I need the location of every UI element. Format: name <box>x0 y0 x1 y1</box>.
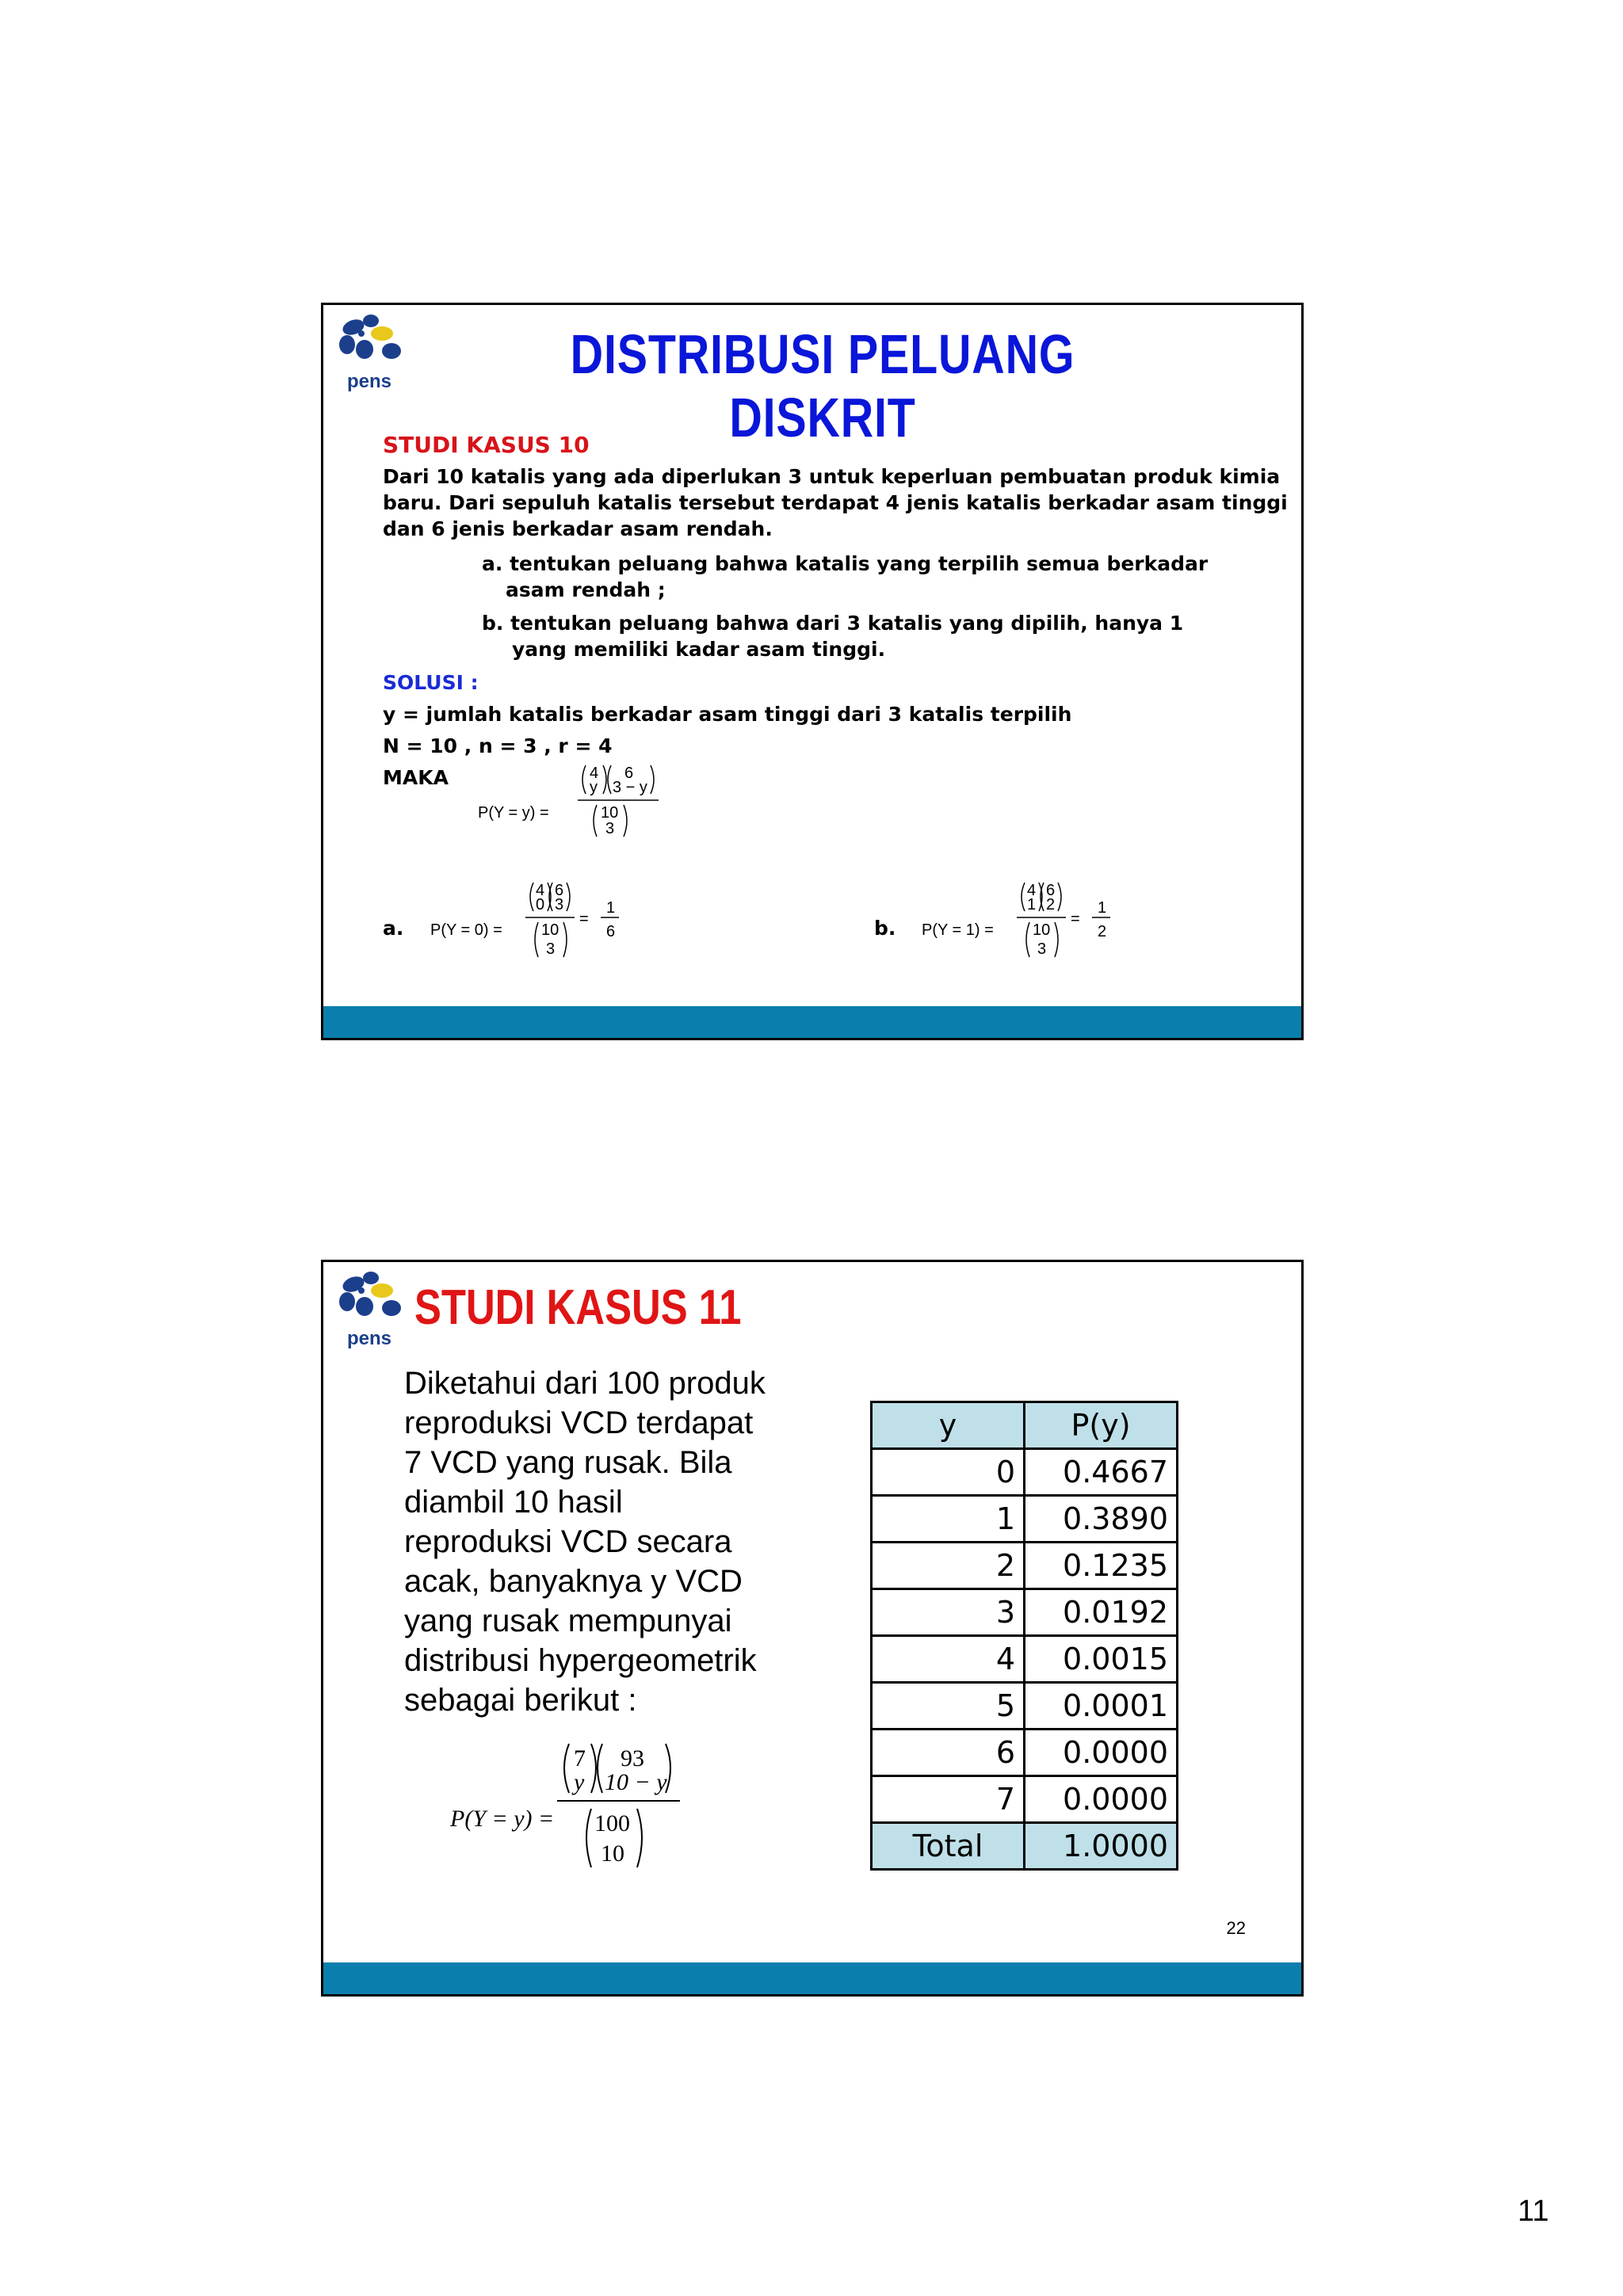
binom-bottom: 3 − y <box>613 779 647 796</box>
hypergeometric-formula <box>478 761 700 871</box>
table-row <box>872 1636 1178 1683</box>
binom-top: 4 <box>1027 882 1037 899</box>
parameters: N = 10 , n = 3 , r = 4 <box>383 734 613 757</box>
table-header-row <box>872 1402 1178 1449</box>
binom-bottom: 10 − y <box>605 1769 667 1795</box>
hypergeometric-formula <box>450 1737 720 1904</box>
binom-bottom: 10 <box>601 1840 624 1867</box>
answer-b-label: b. <box>874 917 896 940</box>
cell-py: 0.0000 <box>1025 1776 1178 1823</box>
cell-py: 0.4667 <box>1025 1449 1178 1496</box>
question-b-cont: yang memiliki kadar asam tinggi. <box>512 638 886 661</box>
binom-bottom: 3 <box>546 940 556 958</box>
slide-footer-bar <box>323 1006 1301 1038</box>
binom-bottom: 2 <box>1046 896 1056 913</box>
answer-b-formula <box>922 879 1159 998</box>
then-label: MAKA <box>383 766 449 789</box>
table-row <box>872 1543 1178 1589</box>
cell-py: 0.0192 <box>1025 1589 1178 1636</box>
slide-title: DISTRIBUSI PELUANG DISKRIT <box>570 323 1075 448</box>
paragraph-line: yang rusak mempunyai <box>404 1604 732 1638</box>
binom-bottom: 3 <box>555 896 564 913</box>
slide-number: 22 <box>1226 1918 1246 1938</box>
svg-text:=: = <box>1071 910 1080 928</box>
table-row <box>872 1683 1178 1730</box>
binom-top: 6 <box>555 882 564 899</box>
probability-table <box>870 1401 1178 1871</box>
answer-a-label: a. <box>383 917 404 940</box>
slide-footer-bar <box>323 1962 1301 1994</box>
formula-lhs: P(Y = y) = <box>450 1806 555 1832</box>
binom-bottom: 0 <box>536 896 545 913</box>
logo-text: pens <box>347 1328 392 1349</box>
result-denominator: 6 <box>606 923 616 940</box>
question-a-cont: asam rendah ; <box>506 578 666 601</box>
binom-top: 10 <box>1033 921 1051 939</box>
binom-top: 10 <box>541 921 559 939</box>
paragraph-line: acak, banyaknya y VCD <box>404 1564 743 1599</box>
formula-lhs: P(Y = y) = <box>478 804 549 822</box>
result-numerator: 1 <box>1098 899 1107 917</box>
cell-py: 0.0000 <box>1025 1730 1178 1776</box>
table-row <box>872 1776 1178 1823</box>
table-row <box>872 1496 1178 1543</box>
total-value: 1.0000 <box>1025 1823 1178 1870</box>
page-number: 11 <box>1518 2195 1549 2228</box>
table-row <box>872 1449 1178 1496</box>
paragraph-line: sebagai berikut : <box>404 1683 637 1718</box>
binom-top: 6 <box>1046 882 1056 899</box>
logo-text: pens <box>347 371 392 392</box>
cell-py: 0.0001 <box>1025 1683 1178 1730</box>
header-py: P(y) <box>1025 1402 1178 1449</box>
question-a: a. tentukan peluang bahwa katalis yang terpilih semua berkadar <box>482 552 1209 575</box>
binom-top: 7 <box>574 1745 586 1772</box>
problem-line: Dari 10 katalis yang ada diperlukan 3 untuk keperluan pembuatan produk kimia <box>383 465 1281 488</box>
binom-top: 100 <box>594 1810 630 1836</box>
binom-bottom: 3 <box>605 820 615 837</box>
cell-y: 6 <box>872 1730 1025 1776</box>
binom-bottom: 1 <box>1027 896 1037 913</box>
binom-top: 6 <box>624 765 634 782</box>
cell-py: 0.3890 <box>1025 1496 1178 1543</box>
cell-y: 5 <box>872 1683 1025 1730</box>
cell-y: 4 <box>872 1636 1025 1683</box>
binom-bottom: y <box>574 1769 585 1795</box>
answer-a-formula <box>430 879 668 998</box>
definition: y = jumlah katalis berkadar asam tinggi dari 3 katalis terpilih <box>383 703 1072 726</box>
slide-title: STUDI KASUS 11 <box>414 1280 742 1335</box>
paragraph-line: 7 VCD yang rusak. Bila <box>404 1445 732 1480</box>
binom-top: 4 <box>536 882 545 899</box>
slide-distribusi-peluang <box>321 303 1304 1040</box>
paragraph-line: reproduksi VCD terdapat <box>404 1405 754 1440</box>
pens-logo <box>330 1267 409 1354</box>
cell-y: 3 <box>872 1589 1025 1636</box>
formula-lhs: P(Y = 0) = <box>430 921 502 939</box>
paragraph-line: diambil 10 hasil <box>404 1485 623 1520</box>
cell-y: 2 <box>872 1543 1025 1589</box>
formula-lhs: P(Y = 1) = <box>922 921 994 939</box>
binom-bottom: 3 <box>1037 940 1047 958</box>
cell-py: 0.0015 <box>1025 1636 1178 1683</box>
header-y: y <box>872 1402 1025 1449</box>
slide-studi-kasus-11 <box>321 1260 1304 1997</box>
question-b: b. tentukan peluang bahwa dari 3 katalis yang dipilih, hanya 1 <box>482 612 1184 635</box>
table-row <box>872 1589 1178 1636</box>
binom-top: 93 <box>621 1745 644 1772</box>
table-row <box>872 1730 1178 1776</box>
problem-line: baru. Dari sepuluh katalis tersebut terdapat 4 jenis katalis berkadar asam tinggi <box>383 491 1288 514</box>
binom-bottom: y <box>590 779 598 796</box>
paragraph-line: distribusi hypergeometrik <box>404 1643 757 1678</box>
paragraph-line: Diketahui dari 100 produk <box>404 1366 766 1401</box>
problem-line: dan 6 jenis berkadar asam rendah. <box>383 517 773 540</box>
cell-y: 0 <box>872 1449 1025 1496</box>
cell-y: 7 <box>872 1776 1025 1823</box>
result-denominator: 2 <box>1098 923 1107 940</box>
cell-y: 1 <box>872 1496 1025 1543</box>
case-description <box>404 1363 816 1720</box>
cell-py: 0.1235 <box>1025 1543 1178 1589</box>
pens-logo <box>330 310 409 397</box>
total-label: Total <box>872 1823 1025 1870</box>
table-total-row <box>872 1823 1178 1870</box>
result-numerator: 1 <box>606 899 616 917</box>
case-label: STUDI KASUS 10 <box>383 432 590 458</box>
binom-top: 10 <box>601 804 619 822</box>
binom-top: 4 <box>590 765 599 782</box>
solution-label: SOLUSI : <box>383 671 479 694</box>
svg-text:=: = <box>579 910 589 928</box>
paragraph-line: reproduksi VCD secara <box>404 1524 732 1559</box>
